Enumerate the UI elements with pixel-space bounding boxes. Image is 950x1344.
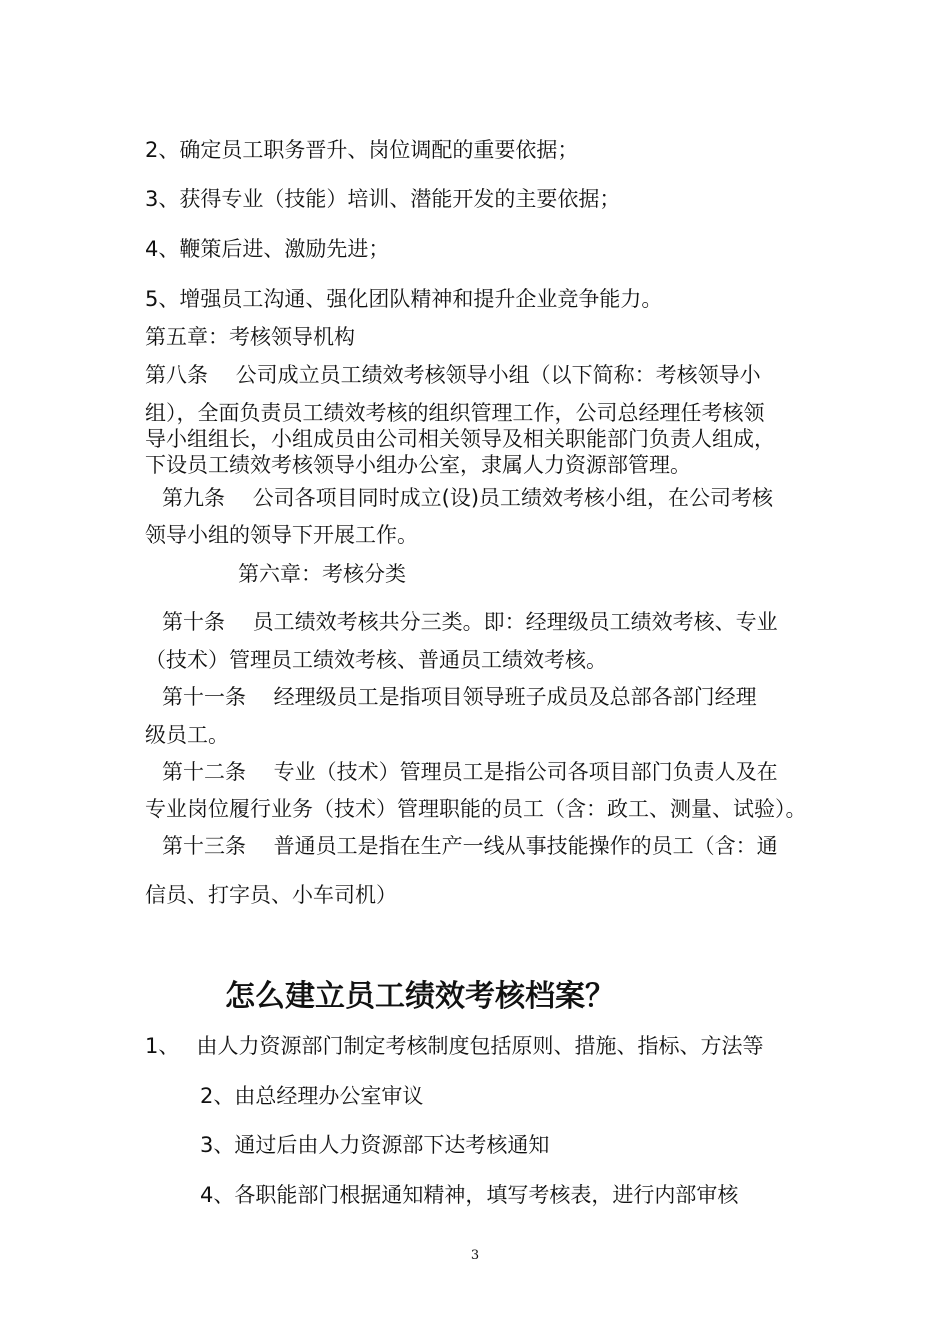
article-line: 第十一条 经理级员工是指项目领导班子成员及总部各部门经理 [162, 685, 757, 709]
body-line: 信员、打字员、小车司机） [145, 883, 397, 907]
step-line: 4、各职能部门根据通知精神，填写考核表，进行内部审核 [200, 1183, 739, 1207]
step-line: 2、由总经理办公室审议 [200, 1084, 424, 1108]
step-line: 3、通过后由人力资源部下达考核通知 [200, 1133, 550, 1157]
page-number: 3 [470, 1248, 480, 1263]
article-line: 第十条 员工绩效考核共分三类。即：经理级员工绩效考核、专业 [162, 610, 778, 634]
chapter-heading: 第五章：考核领导机构 [145, 325, 355, 349]
article-line: 第十三条 普通员工是指在生产一线从事技能操作的员工（含：通 [162, 834, 778, 858]
body-line: 2、确定员工职务晋升、岗位调配的重要依据； [145, 138, 579, 162]
body-line: 下设员工绩效考核领导小组办公室，隶属人力资源部管理。 [145, 453, 691, 477]
article-line: 第十二条 专业（技术）管理员工是指公司各项目部门负责人及在 [162, 760, 778, 784]
article-line: 第九条 公司各项目同时成立(设)员工绩效考核小组，在公司考核 [162, 486, 774, 510]
body-line: 专业岗位履行业务（技术）管理职能的员工（含：政工、测量、试验）。 [145, 797, 807, 821]
body-line: （技术）管理员工绩效考核、普通员工绩效考核。 [145, 648, 607, 672]
section-heading: 怎么建立员工绩效考核档案？ [225, 979, 615, 1014]
step-line: 1、 由人力资源部门制定考核制度包括原则、措施、指标、方法等 [145, 1034, 764, 1058]
body-line: 4、鞭策后进、激励先进； [145, 237, 390, 261]
article-line: 第八条 公司成立员工绩效考核领导小组（以下简称：考核领导小 [145, 363, 761, 387]
body-line: 组），全面负责员工绩效考核的组织管理工作，公司总经理任考核领 [145, 401, 765, 425]
body-line: 3、获得专业（技能）培训、潜能开发的主要依据； [145, 187, 621, 211]
body-line: 领导小组的领导下开展工作。 [145, 523, 418, 547]
body-line: 导小组组长，小组成员由公司相关领导及相关职能部门负责人组成， [145, 427, 775, 451]
body-line: 级员工。 [145, 723, 229, 747]
chapter-heading: 第六章：考核分类 [238, 562, 406, 586]
body-line: 5、增强员工沟通、强化团队精神和提升企业竞争能力。 [145, 287, 663, 311]
